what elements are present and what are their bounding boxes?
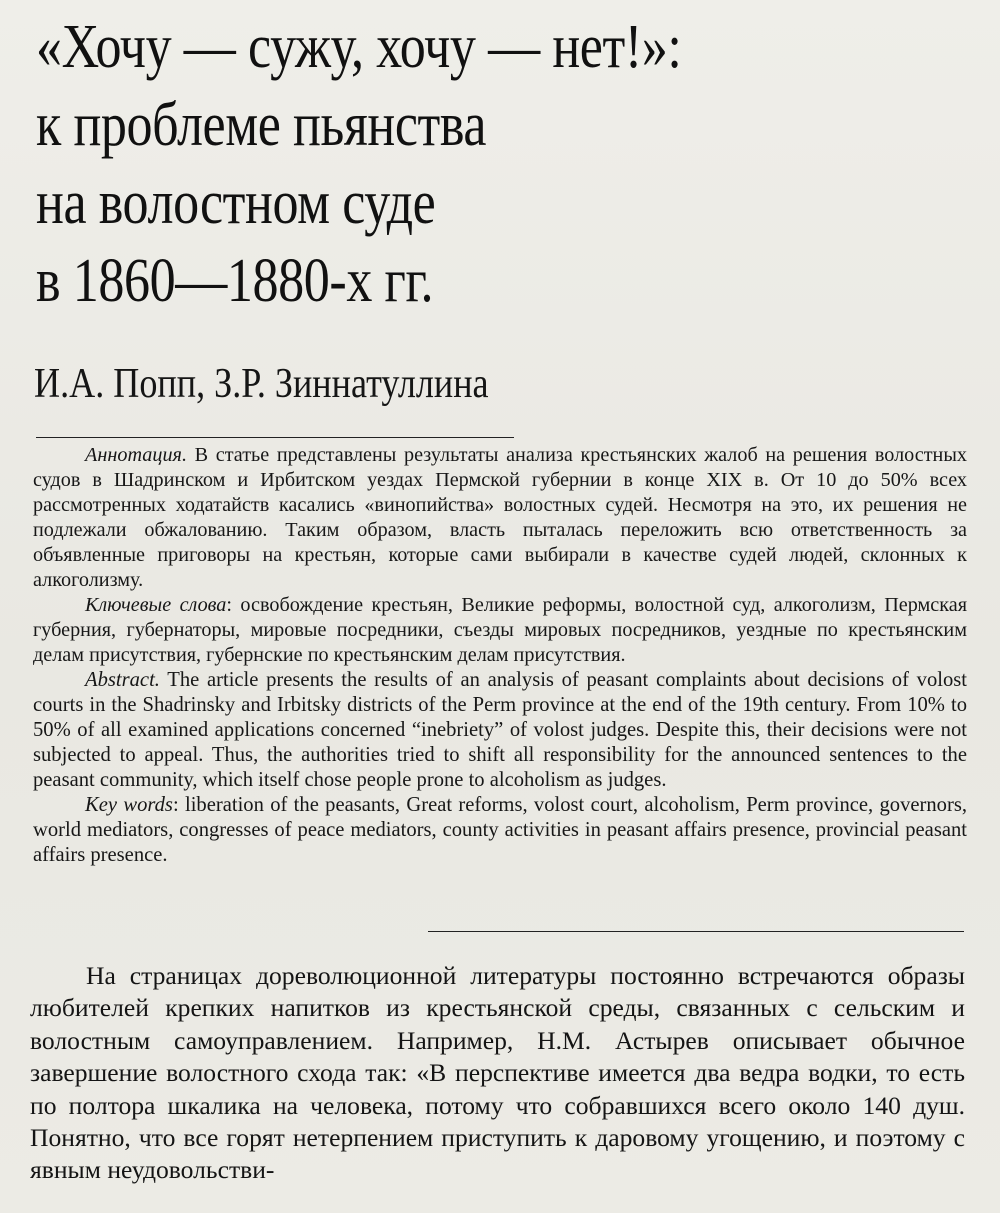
article-body (30, 960, 965, 1187)
title-line-2: к проблеме пьянства (36, 91, 487, 159)
title-line-3: на волостном суде (36, 169, 436, 237)
abstract-en-text: The article presents the results of an analysis of peasant complaints about decisions of volost courts in the Shadrinsky and Irbitsky districts of the Perm province at the end of the 19th century. From 10% to 50% of all examined applications concerned “inebriety” of volost judges. Despite this, their decisions were not subjected to appeal. Thus, the authorities tried to shift all responsibility for the announced sentences to the peasant community, which itself chose people prone to alcoholism as judges. (33, 669, 967, 791)
annotation-ru-label: Аннотация. (85, 444, 187, 466)
keywords-en-label: Key words (85, 794, 173, 816)
keywords-ru-label: Ключевые слова (85, 594, 227, 616)
title-line-1: «Хочу — сужу, хочу — нет!»: (36, 13, 682, 81)
body-paragraph: На страницах дореволюционной литературы постоянно встречаются образы любителей крепких напитков из крестьянской среды, связанных с сельским и волостным самоуправлением. Например, Н.М. Астырев описывает обычное завершение волостного схода так: «В перспективе имеется два ведра водки, то есть по полтора шкалика на человека, потому что собравшихся всего около 140 душ. Понятно, что все горят нетерпением приступить к даровому угощению, и поэтому с явным неудовольстви- (30, 961, 965, 1185)
abstract-bottom-rule (428, 931, 964, 932)
keywords-ru-text: : освобождение крестьян, Великие реформы, волостной суд, алкоголизм, Пермская губерния, губернаторы, мировые посредники, съезды мировых посредников, уездные по крестьянским делам присутствия, губернские по крестьянским делам присутствия. (33, 594, 967, 666)
keywords-ru (33, 593, 967, 668)
article-title (36, 8, 792, 320)
keywords-en-text: : liberation of the peasants, Great reforms, volost court, alcoholism, Perm province, governors, world mediators, congresses of peace mediators, county activities in peasant affairs presence, provincial peasant affairs presence. (33, 794, 967, 866)
abstract-en-label: Abstract. (85, 669, 160, 691)
annotation-ru (33, 443, 967, 593)
abstract-en (33, 668, 967, 793)
article-authors: И.А. Попп, З.Р. Зиннатуллина (34, 361, 489, 407)
keywords-en (33, 793, 967, 868)
annotation-ru-text: В статье представлены результаты анализа крестьянских жалоб на решения волостных судов в Шадринском и Ирбитском уездах Пермской губернии в конце XIX в. От 10 до 50% всех рассмотренных ходатайств касались «винопийства» волостных судей. Несмотря на это, их решения не подлежали обжалованию. Таким образом, власть пыталась переложить всю ответственность за объявленные приговоры на крестьян, которые сами выбирали в качестве судей людей, склонных к алкоголизму. (33, 444, 967, 591)
title-line-4: в 1860—1880-х гг. (36, 247, 434, 315)
abstract-top-rule (36, 437, 514, 438)
abstract-block (33, 443, 967, 868)
